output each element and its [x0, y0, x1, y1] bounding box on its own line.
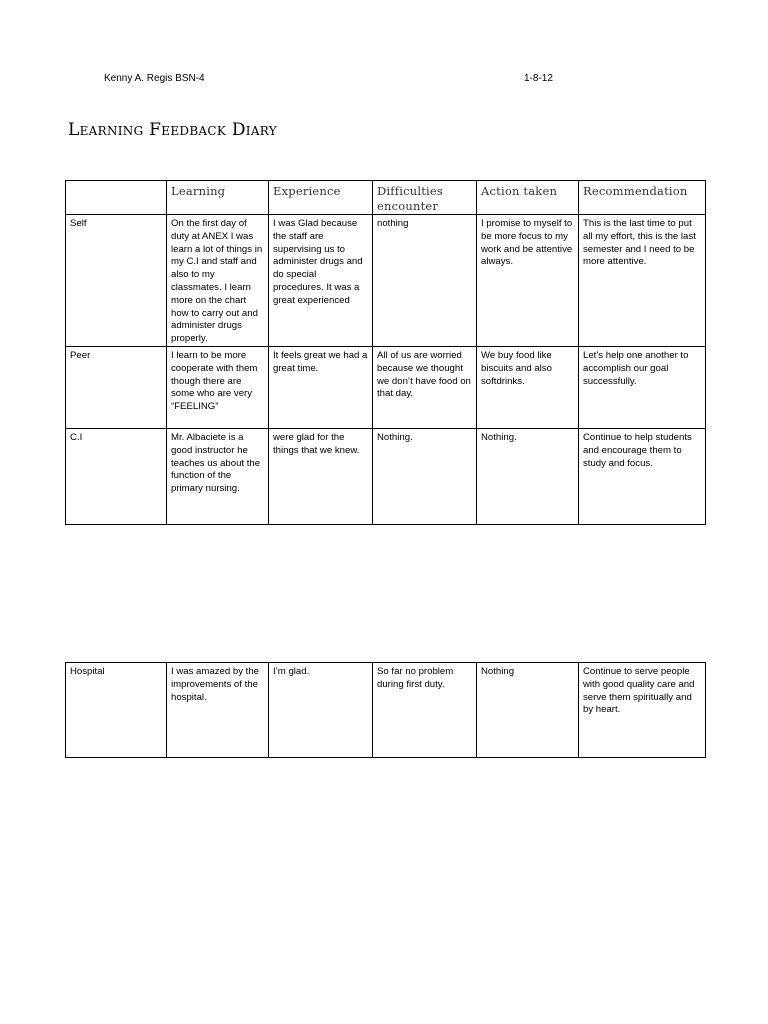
experience-cell: I’m glad. — [269, 663, 373, 758]
header-cell-experience: Experience — [269, 181, 373, 215]
recommendation-cell: Let’s help one another to accomplish our goal successfully. — [579, 346, 706, 428]
header-cell-learning: Learning — [167, 181, 269, 215]
table-row — [66, 215, 706, 347]
header-cell-blank — [66, 181, 167, 215]
feedback-table-continued — [65, 662, 706, 758]
learning-cell: I was amazed by the improvements of the hospital. — [167, 663, 269, 758]
learning-cell: On the first day of duty at ANEX I was learn a lot of things in my C.I and staff and also to my classmates. I learn more on the chart how to carry out and administer drugs properly. — [167, 215, 269, 347]
document-date: 1-8-12 — [524, 73, 553, 84]
difficulties-cell: So far no problem during first duty. — [373, 663, 477, 758]
recommendation-cell: Continue to help students and encourage them to study and focus. — [579, 428, 706, 524]
experience-cell: It feels great we had a great time. — [269, 346, 373, 428]
row-label: Hospital — [66, 663, 167, 758]
student-name: Kenny A. Regis BSN-4 — [104, 73, 205, 84]
recommendation-cell: Continue to serve people with good quality care and serve them spiritually and by heart. — [579, 663, 706, 758]
table-row — [66, 428, 706, 524]
experience-cell: I was Glad because the staff are supervising us to administer drugs and do special procedures. It was a great experienced — [269, 215, 373, 347]
table-row — [66, 663, 706, 758]
action-cell: We buy food like biscuits and also softdrinks. — [477, 346, 579, 428]
action-cell: Nothing. — [477, 428, 579, 524]
experience-cell: were glad for the things that we knew. — [269, 428, 373, 524]
table-row — [66, 346, 706, 428]
learning-cell: I learn to be more cooperate with them though there are some who are very “FEELING” — [167, 346, 269, 428]
recommendation-cell: This is the last time to put all my effort, this is the last semester and I need to be more attentive. — [579, 215, 706, 347]
table-header-row — [66, 181, 706, 215]
action-cell: Nothing — [477, 663, 579, 758]
action-cell: I promise to myself to be more focus to my work and be attentive always. — [477, 215, 579, 347]
feedback-table — [65, 180, 706, 525]
learning-cell: Mr. Albaciete is a good instructor he teaches us about the function of the primary nursing. — [167, 428, 269, 524]
row-label: C.I — [66, 428, 167, 524]
difficulties-cell: All of us are worried because we thought we don’t have food on that day. — [373, 346, 477, 428]
page-title: Learning Feedback Diary — [68, 120, 277, 140]
row-label: Self — [66, 215, 167, 347]
difficulties-cell: Nothing. — [373, 428, 477, 524]
difficulties-cell: nothing — [373, 215, 477, 347]
header-cell-difficulties: Difficulties encounter — [373, 181, 477, 215]
header-cell-recommendation: Recommendation — [579, 181, 706, 215]
header-cell-action-taken: Action taken — [477, 181, 579, 215]
row-label: Peer — [66, 346, 167, 428]
